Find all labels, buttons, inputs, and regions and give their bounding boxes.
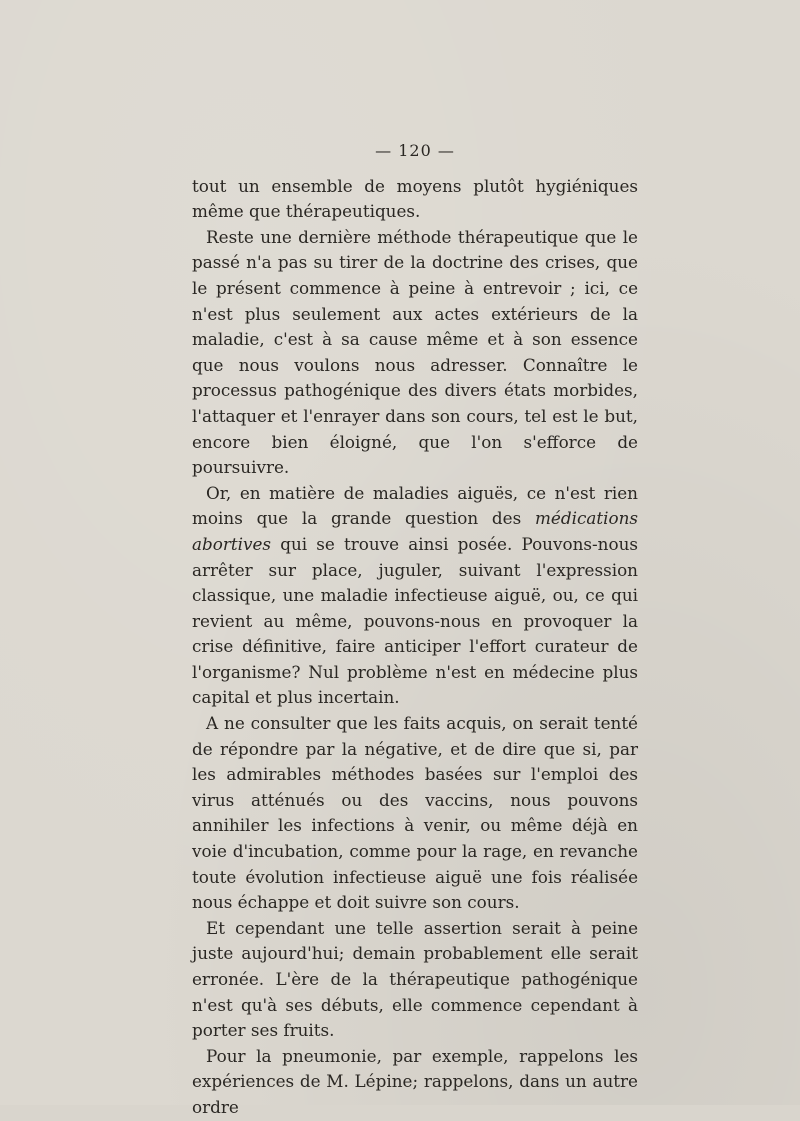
page-number: — 120 — bbox=[375, 141, 455, 160]
italic-term: médications abortives bbox=[192, 508, 638, 554]
paragraph-2: Reste une dernière méthode thérapeutique que le passé n'a pas su tirer de la doctrine des crises, que le présent commence à peine à entrevoir ; ici, ce n'est plus seulement aux actes extérieurs de la maladie, c'est à sa cause même et à son essence que nous voulons nous adresser. Connaître le processus pathogénique des divers états morbides, l'attaquer et l'enrayer dans son cours, tel est le but, encore bien éloigné, que l'on s'efforce de poursuivre. bbox=[192, 226, 638, 478]
paragraph-5: Et cependant une telle assertion serait à peine juste aujourd'hui; demain probablement elle serait erronée. L'ère de la thérapeutique pathogénique n'est qu'à ses débuts, elle commence cependant à porter ses fruits. bbox=[192, 917, 638, 1041]
paragraph-3-text-b: qui se trouve ainsi posée. Pouvons-nous arrêter sur place, juguler, suivant l'expression classique, une maladie infectieuse aiguë, ou, ce qui revient au même, pouvons-nous en provoquer la crise définitive, faire anticiper l'effort curateur de l'organisme? Nul problème n'est en médecine plus capital et plus incertain. bbox=[192, 533, 638, 708]
page-text bbox=[192, 138, 638, 1121]
paragraph-4: A ne consulter que les faits acquis, on serait tenté de répondre par la négative, et de dire que si, par les admirables méthodes basées sur l'emploi des virus atténués ou des vaccins, nous pouvons annihiler les infections à venir, ou même déjà en voie d'incubation, comme pour la rage, en revanche toute évolution infectieuse aiguë une fois réalisée nous échappe et doit suivre son cours. bbox=[192, 713, 638, 913]
paragraph-6: Pour la pneumonie, par exemple, rappelons les expériences de M. Lépine; rappelons, dans un autre ordre bbox=[192, 1045, 638, 1117]
paragraph-3-text-a: Or, en matière de maladies aiguës, ce n'est rien moins que la grande question des bbox=[192, 482, 638, 529]
paragraph-3 bbox=[192, 481, 638, 711]
paragraph-1: tout un ensemble de moyens plutôt hygiéniques même que thérapeutiques. bbox=[192, 175, 638, 222]
